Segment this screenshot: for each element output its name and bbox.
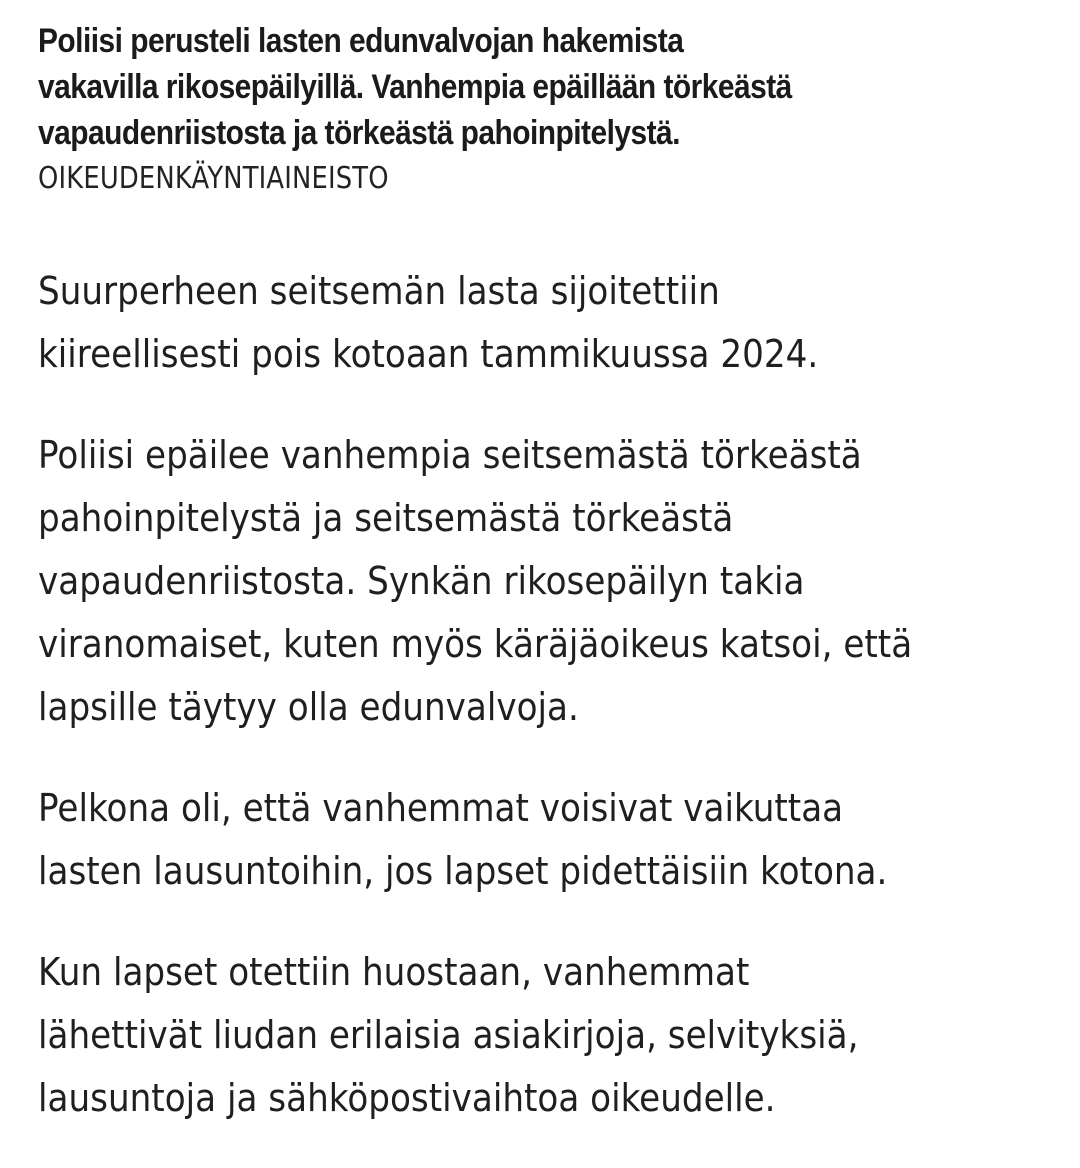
paragraph-line: lasten lausuntoihin, jos lapset pidettäisiin kotona.	[38, 849, 888, 893]
paragraph-line: vapaudenriistosta. Synkän rikosepäilyn takia	[38, 559, 805, 603]
paragraph-line: kiireellisesti pois kotoaan tammikuussa 2024.	[38, 332, 819, 376]
paragraph	[38, 424, 1046, 739]
article-body	[38, 260, 1048, 1130]
image-caption	[38, 18, 1048, 202]
paragraph	[38, 941, 1046, 1130]
paragraph-line: Kun lapset otettiin huostaan, vanhemmat	[38, 950, 750, 994]
caption-line: Poliisi perusteli lasten edunvalvojan hakemista	[38, 22, 684, 60]
caption-text	[38, 18, 997, 156]
paragraph-line: lausuntoja ja sähköpostivaihtoa oikeudelle.	[38, 1076, 776, 1120]
photo-credit: OIKEUDENKÄYNTIAINEISTO	[38, 161, 389, 196]
paragraph-line: Suurperheen seitsemän lasta sijoitettiin	[38, 269, 720, 313]
paragraph-line: viranomaiset, kuten myös käräjäoikeus katsoi, että	[38, 622, 913, 666]
caption-line: vakavilla rikosepäilyillä. Vanhempia epäillään törkeästä	[38, 68, 792, 106]
paragraph	[38, 260, 1046, 386]
paragraph-line: lapsille täytyy olla edunvalvoja.	[38, 685, 579, 729]
paragraph-line: lähettivät liudan erilaisia asiakirjoja, selvityksiä,	[38, 1013, 859, 1057]
article-content	[38, 18, 1048, 1168]
paragraph	[38, 777, 1046, 903]
paragraph-line: Pelkona oli, että vanhemmat voisivat vaikuttaa	[38, 786, 844, 830]
paragraph-line: Poliisi epäilee vanhempia seitsemästä törkeästä	[38, 433, 862, 477]
paragraph-line: pahoinpitelystä ja seitsemästä törkeästä	[38, 496, 734, 540]
caption-line: vapaudenriistosta ja törkeästä pahoinpitelystä.	[38, 114, 680, 152]
